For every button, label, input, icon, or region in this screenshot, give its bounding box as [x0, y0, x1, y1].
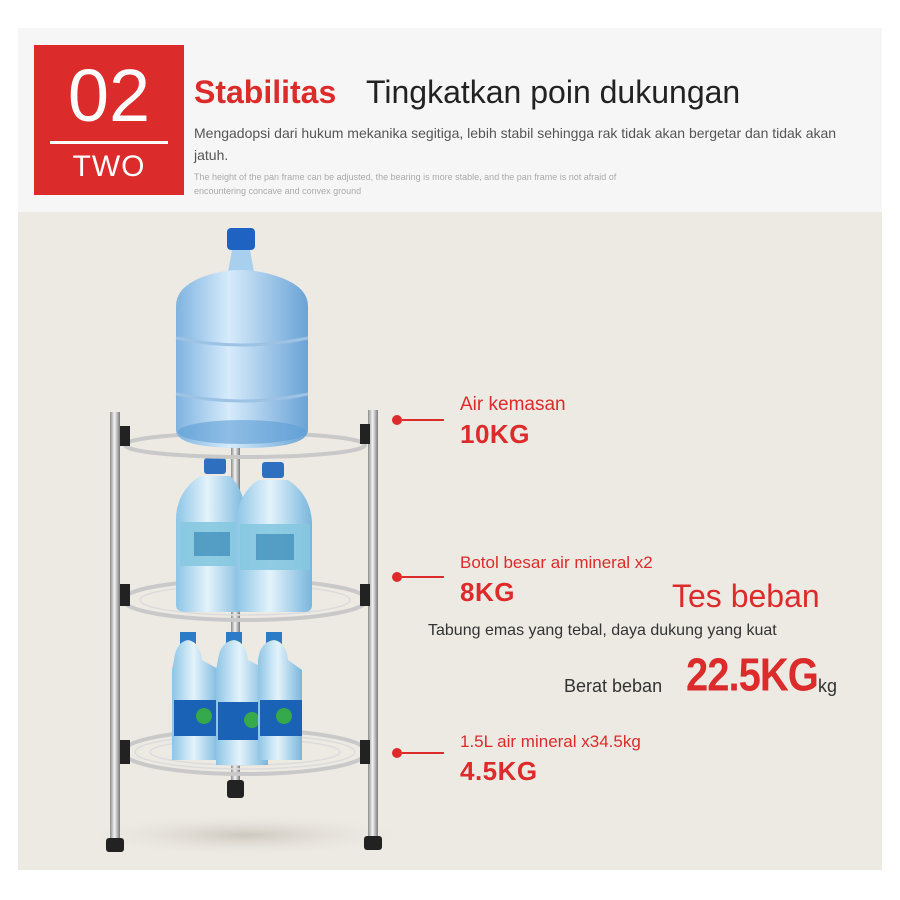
load-label: Berat beban: [564, 676, 663, 696]
top-tier-name: Air kemasan: [460, 394, 566, 415]
pointer-line-middle: [402, 576, 444, 578]
right-foot: [364, 836, 382, 850]
pointer-dot-bottom: [392, 748, 402, 758]
load-test-title: Tes beban: [672, 578, 820, 614]
pointer-dot-top: [392, 415, 402, 425]
step-word: TWO: [72, 150, 146, 183]
gallon-water-jug: [176, 228, 308, 448]
bottom-tier-name: 1.5L air mineral x34.5kg: [460, 732, 641, 751]
load-unit: kg: [818, 676, 838, 696]
title-main: Tingkatkan poin dukungan: [366, 74, 741, 110]
pointer-dot-middle: [392, 572, 402, 582]
step-number: 02: [67, 54, 151, 137]
load-value: 22.5KG: [686, 650, 818, 701]
load-test-tagline: Tabung emas yang tebal, daya dukung yang kuat: [428, 622, 777, 639]
middle-tier-weight: 8KG: [460, 577, 515, 607]
bottom-tier-weight: 4.5KG: [460, 756, 538, 786]
pointer-line-top: [402, 419, 444, 421]
center-foot: [227, 780, 244, 798]
description-english: The height of the pan frame can be adjusted, the bearing is more stable, and the pan frame is not afraid of encountering concave and convex ground: [194, 172, 617, 196]
middle-tier-name: Botol besar air mineral x2: [460, 553, 653, 572]
description: Mengadopsi dari hukum mekanika segitiga, lebih stabil sehingga rak tidak akan bergetar dan tidak akan jatuh.: [194, 125, 837, 163]
top-tier-weight: 10KG: [460, 419, 530, 449]
left-foot: [106, 838, 124, 852]
pointer-line-bottom: [402, 752, 444, 754]
left-pole: [110, 412, 120, 840]
large-water-bottles: [176, 458, 312, 612]
floor-shadow: [75, 813, 415, 857]
small-water-bottles: [172, 632, 302, 765]
right-pole: [368, 410, 378, 840]
title-highlight: Stabilitas: [194, 74, 337, 110]
